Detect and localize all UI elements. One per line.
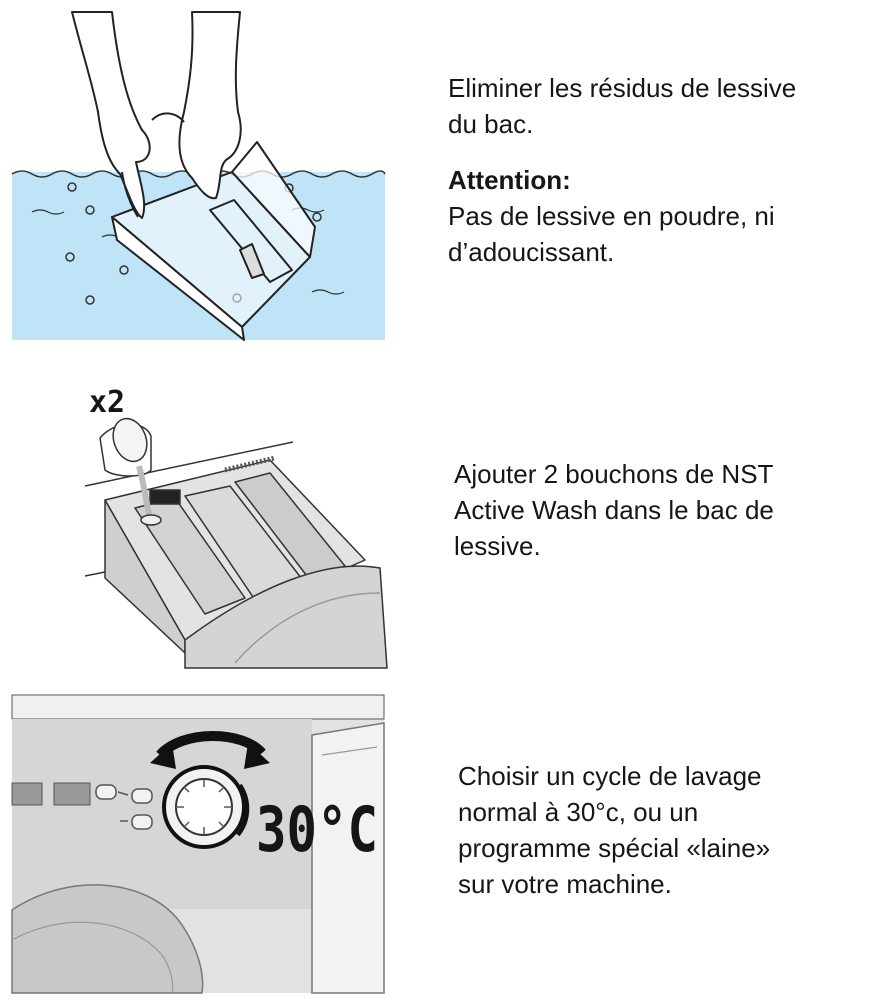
temperature-label: 30°C [256,793,378,866]
step-1-line-2: du bac. [448,109,534,139]
step-3-instructions [458,758,770,902]
step-3-line-3: programme spécial «laine» [458,833,771,863]
step-2-instructions [454,456,774,564]
step-3-line-1: Choisir un cycle de lavage [458,761,762,791]
step-1-line-1: Eliminer les résidus de lessive [448,73,797,103]
dose-badge: x2 [89,385,126,420]
step-2-line-3: lessive. [454,531,541,561]
step-3-line-2: normal à 30°c, ou un [458,797,699,827]
pouring-cap-into-drawer-icon [75,378,387,668]
step-2-line-2: Active Wash dans le bac de [454,495,774,525]
washing-machine-dial-icon [12,695,384,993]
step-1-instructions [448,70,796,270]
step-3-line-4: sur votre machine. [458,869,672,899]
hands-washing-drawer-icon [12,12,385,340]
step-2-line-1: Ajouter 2 bouchons de NST [454,459,774,489]
warning-title: Attention: [448,165,571,195]
warning-line-2: d’adoucissant. [448,237,615,267]
warning-line-1: Pas de lessive en poudre, ni [448,201,775,231]
